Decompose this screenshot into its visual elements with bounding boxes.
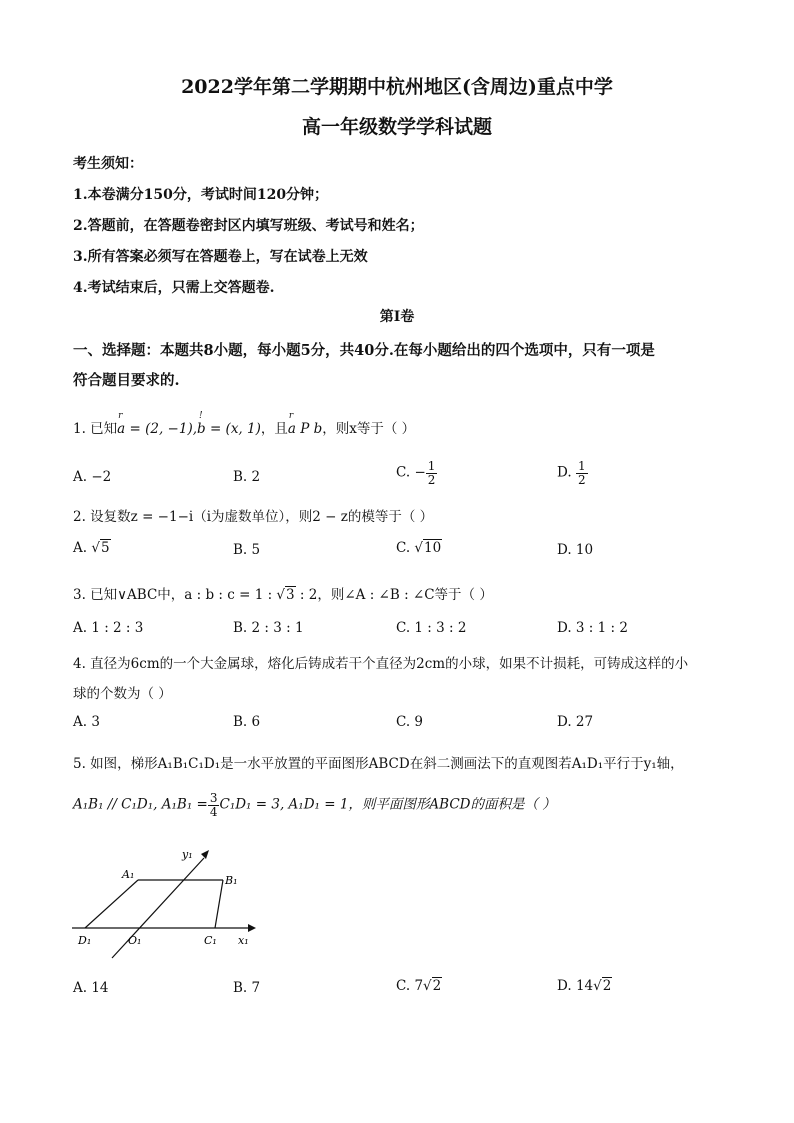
- q2-option-c: C. √10: [396, 540, 442, 556]
- q3-option-b: B. 2 : 3 : 1: [233, 620, 304, 636]
- label-x1: x₁: [238, 934, 249, 947]
- question-5-stem: 5. 如图，梯形A₁B₁C₁D₁是一水平放置的平面图形ABCD在斜二测画法下的直观图若A₁D₁平行于y₁轴，: [73, 756, 684, 772]
- q4-option-d: D. 27: [557, 714, 594, 730]
- label-y1: y₁: [182, 848, 193, 861]
- label-d1: D₁: [78, 934, 92, 947]
- x-axis-arrow: [248, 924, 256, 932]
- y-axis-arrow: [201, 850, 209, 859]
- vector-a: r a = (2, −1),: [117, 421, 197, 437]
- label-o1: O₁: [128, 934, 142, 947]
- notice-item: 1.本卷满分150分，考试时间120分钟；: [73, 187, 329, 203]
- notice-heading: 考生须知：: [73, 156, 143, 172]
- q5-option-a: A. 14: [73, 980, 109, 996]
- notice-item: 4.考试结束后，只需上交答题卷.: [73, 280, 275, 296]
- side-d1-a1: [85, 880, 138, 928]
- exam-title-line1: 2022学年第二学期期中杭州地区(含周边)重点中学: [181, 76, 613, 98]
- section-title: 第Ⅰ卷: [379, 309, 415, 325]
- label-a1: A₁: [122, 868, 135, 881]
- q4-option-b: B. 6: [233, 714, 261, 730]
- question-2-stem: 2. 设复数z = −1−i（i为虚数单位），则2 − z的模等于（ ）: [73, 509, 434, 525]
- question-4-stem-cont: 球的个数为（ ）: [73, 686, 172, 702]
- q2-option-b: B. 5: [233, 542, 261, 558]
- question-4-stem: 4. 直径为6cm的一个大金属球，熔化后铸成若干个直径为2cm的小球，如果不计损耗，可铸成这样的小: [73, 656, 689, 672]
- parallel-relation: r a P b: [288, 421, 322, 437]
- q5-option-b: B. 7: [233, 980, 261, 996]
- label-b1: B₁: [225, 874, 238, 887]
- trapezoid-figure: [70, 840, 260, 965]
- part1-instructions: 一、选择题：本题共8小题，每小题5分，共40分.在每小题给出的四个选项中，只有一项是: [73, 342, 655, 359]
- q2-option-a: A. √5: [73, 540, 110, 556]
- side-b1-c1: [215, 880, 223, 928]
- q1-option-c: C. − $\frac{1}{2}$: [396, 459, 436, 487]
- q3-option-a: A. 1 : 2 : 3: [73, 620, 144, 636]
- q1-option-a: A. −2: [73, 469, 112, 485]
- q3-option-d: D. 3 : 1 : 2: [557, 620, 628, 636]
- exam-title-line2: 高一年级数学学科试题: [301, 116, 492, 138]
- q1-option-d: D. $\frac{1}{2}$: [557, 459, 586, 487]
- q1-option-b: B. 2: [233, 469, 261, 485]
- q5-option-c: C. 7√2: [396, 978, 442, 994]
- notice-item: 3.所有答案必须写在答题卷上，写在试卷上无效: [73, 249, 368, 265]
- question-5-stem-cont: A₁B₁ // C₁D₁, A₁B₁ = $\frac{3}{4}$ C₁D₁ = 3, A₁D₁ = 1，则平面图形ABCD的面积是（ ）: [73, 791, 556, 819]
- question-3-stem: 3. 已知∨ABC中，a : b : c = 1 : √3 : 2，则∠A : ∠B : ∠C等于（ ）: [73, 587, 493, 603]
- part1-instructions-cont: 符合题目要求的.: [73, 372, 180, 389]
- q5-option-d: D. 14√2: [557, 978, 612, 994]
- vector-b: ! b = (x, 1): [197, 421, 261, 437]
- q4-option-c: C. 9: [396, 714, 424, 730]
- notice-item: 2.答题前，在答题卷密封区内填写班级、考试号和姓名；: [73, 218, 424, 234]
- q4-option-a: A. 3: [73, 714, 100, 730]
- q2-option-d: D. 10: [557, 542, 594, 558]
- q3-option-c: C. 1 : 3 : 2: [396, 620, 467, 636]
- label-c1: C₁: [204, 934, 217, 947]
- question-1-stem: 1. 已知r a = (2, −1),! b = (x, 1)，且r a P b，则x等于（ ）: [73, 417, 415, 437]
